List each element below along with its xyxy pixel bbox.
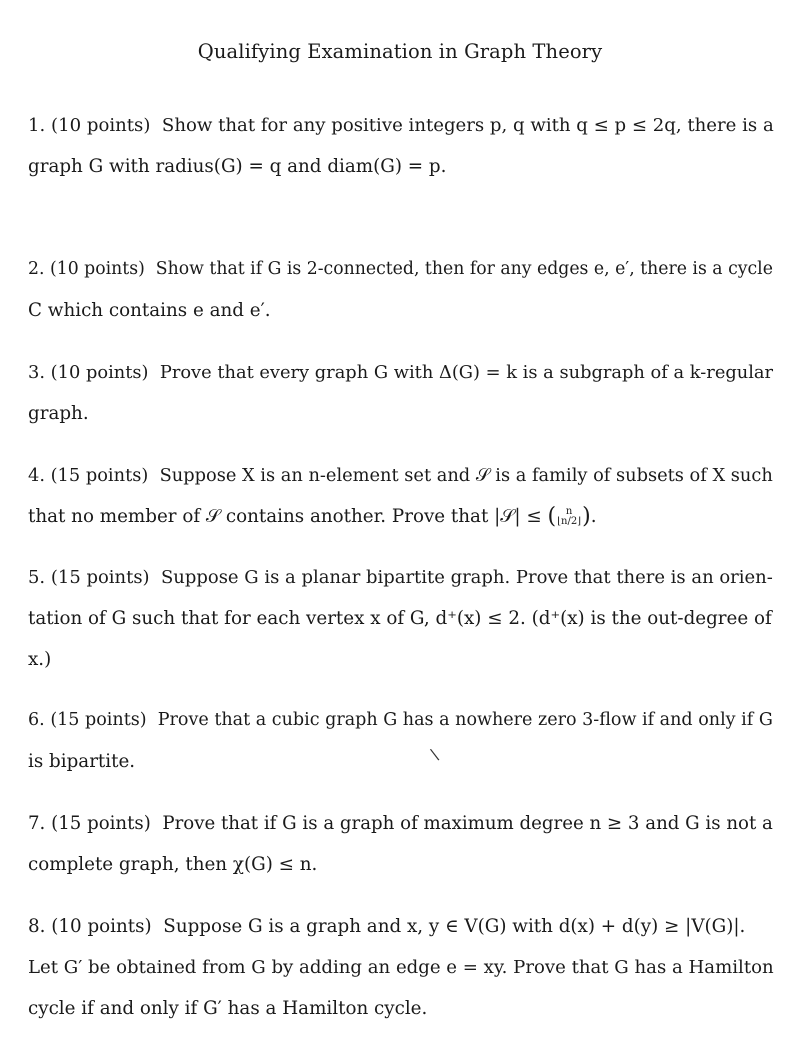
- problem-line: x.): [28, 649, 52, 670]
- problem-text: Prove that a cubic graph G has a nowhere zero 3-flow if and only if G: [157, 710, 773, 730]
- problem-points: (10 points): [49, 259, 145, 279]
- problem-points: (15 points): [50, 465, 149, 486]
- problem-line: [28, 249, 773, 290]
- problem-line: [28, 700, 773, 741]
- problem-number: 1.: [28, 115, 46, 136]
- problem-text: Suppose G is a graph and x, y ∈ V(G) with d(x) + d(y) ≥ |V(G)|.: [163, 916, 746, 937]
- problem-number: 5.: [28, 567, 46, 588]
- page-title: Qualifying Examination in Graph Theory: [197, 40, 603, 63]
- problem-number: 7.: [28, 813, 46, 834]
- problem-7: [28, 803, 773, 885]
- problem-points: (15 points): [50, 567, 150, 588]
- sentence-end: .: [590, 506, 597, 527]
- problem-line: complete graph, then χ(G) ≤ n.: [28, 854, 318, 875]
- problem-number: 2.: [28, 259, 45, 279]
- problem-number: 3.: [28, 362, 45, 383]
- problem-line: cycle if and only if G′ has a Hamilton cycle.: [28, 998, 428, 1019]
- problem-2: [28, 249, 773, 331]
- problem-text: that no member of 𝒮 contains another. Prove that |𝒮| ≤: [28, 506, 542, 527]
- stray-pen-mark: \: [428, 744, 441, 765]
- problem-line: is bipartite.: [28, 751, 136, 772]
- problem-6: [28, 700, 773, 782]
- binom-bottom: ⌊n/2⌋: [557, 516, 582, 527]
- problem-line: [28, 496, 773, 537]
- problem-line: [28, 105, 773, 146]
- problem-number: 6.: [28, 710, 45, 730]
- problem-1: [28, 105, 773, 187]
- problem-points: (15 points): [50, 710, 147, 730]
- problem-line: [28, 352, 773, 393]
- problem-line: [28, 455, 773, 496]
- problem-points: (15 points): [51, 813, 151, 834]
- problem-line: C which contains e and e′.: [28, 300, 271, 321]
- problem-line: [28, 906, 773, 947]
- problem-line: graph G with radius(G) = q and diam(G) = p.: [28, 156, 447, 177]
- problem-text: Prove that every graph G with Δ(G) = k is a subgraph of a k-regular: [159, 362, 774, 383]
- problem-8: [28, 906, 773, 1029]
- problem-line: [28, 803, 773, 844]
- problem-number: 4.: [28, 465, 45, 486]
- problem-points: (10 points): [51, 916, 152, 937]
- problem-points: (10 points): [50, 362, 149, 383]
- problem-text: Prove that if G is a graph of maximum degree n ≥ 3 and G is not a: [162, 813, 773, 834]
- problem-line: tation of G such that for each vertex x of G, d⁺(x) ≤ 2. (d⁺(x) is the out-degree of: [28, 608, 772, 629]
- problem-text: Suppose G is a planar bipartite graph. Prove that there is an orien-: [161, 567, 773, 588]
- problem-5: [28, 557, 773, 680]
- problem-line: [28, 557, 773, 598]
- binom-top: n: [565, 506, 573, 517]
- problem-text: Show that if G is 2-connected, then for any edges e, e′, there is a cycle: [155, 259, 773, 279]
- problem-4: [28, 455, 773, 537]
- problem-line: Let G′ be obtained from G by adding an edge e = xy. Prove that G has a Hamilton: [28, 957, 774, 978]
- problem-3: [28, 352, 773, 434]
- problem-text: Show that for any positive integers p, q with q ≤ p ≤ 2q, there is a: [161, 115, 774, 136]
- problem-line: graph.: [28, 403, 89, 424]
- problem-number: 8.: [28, 916, 46, 937]
- problem-text: Suppose X is an n-element set and 𝒮 is a family of subsets of X such: [159, 465, 773, 486]
- problem-points: (10 points): [51, 115, 151, 136]
- binomial-coefficient: ( n ⌊n/2⌋ ): [547, 504, 591, 529]
